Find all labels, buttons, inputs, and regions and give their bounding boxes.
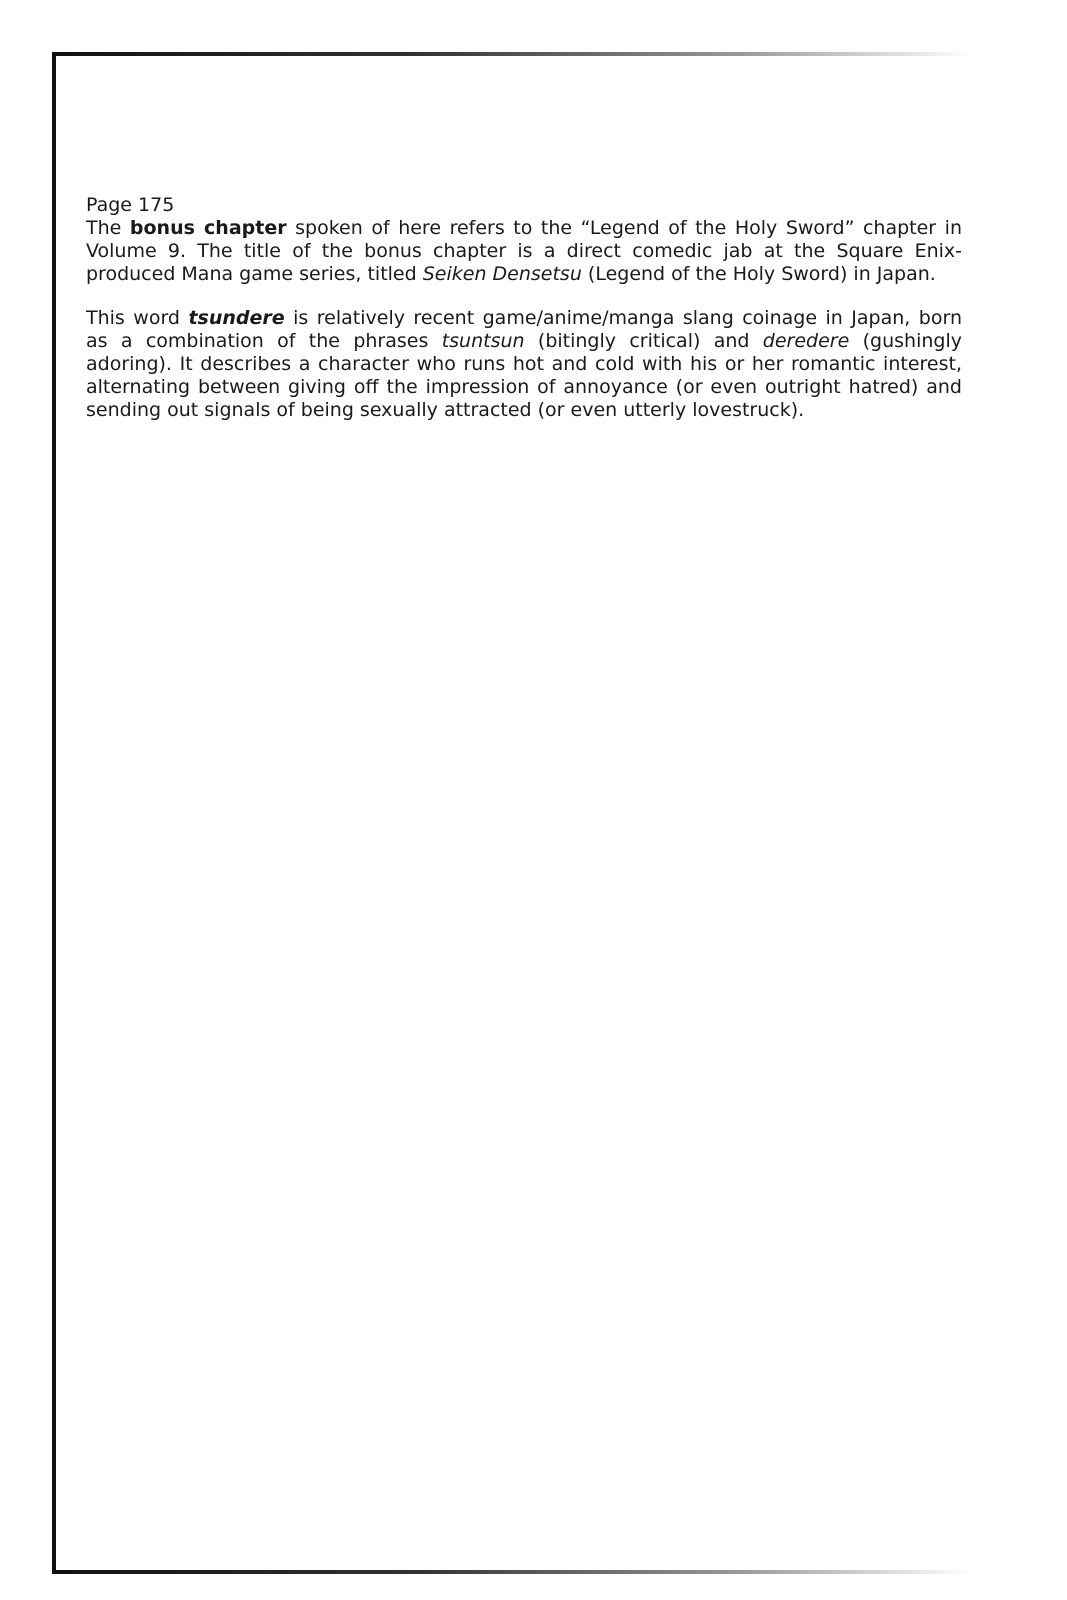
page-reference: Page 175 xyxy=(86,194,175,216)
term-bonus-chapter: bonus chapter xyxy=(129,217,287,239)
page-border-left xyxy=(52,52,56,1574)
note-paragraph-tsundere xyxy=(86,307,962,422)
note-paragraph-bonus-chapter xyxy=(86,217,962,286)
page-border-bottom xyxy=(52,1570,972,1574)
text-run: (gushingly adoring). It describes a character who runs hot and cold with his or her romantic interest, alternating between giving off the impression of annoyance (or even outright hatred) and sending out signals of being sexually attracted (or even utterly lovestruck). xyxy=(86,330,963,421)
text-run: The xyxy=(86,217,130,239)
text-run: is relatively recent game/anime/manga slang coinage in Japan, born as a combination of the phrases xyxy=(86,307,962,352)
text-run: (Legend of the Holy Sword) in Japan. xyxy=(581,263,936,285)
notes-content xyxy=(86,194,962,422)
term-tsuntsun: tsuntsun xyxy=(441,330,525,352)
page-border-top xyxy=(52,52,972,56)
term-deredere: deredere xyxy=(762,330,850,352)
text-run: (bitingly critical) and xyxy=(524,330,763,352)
text-run: spoken of here refers to the “Legend of the Holy Sword” chapter in Volume 9. The title of the bonus chapter is a direct comedic jab at the Square Enix-produced Mana game series, titled xyxy=(86,217,962,285)
text-run: This word xyxy=(86,307,189,329)
term-tsundere-text: tsundere xyxy=(188,307,285,329)
term-tsundere xyxy=(188,307,284,329)
term-seiken-densetsu: Seiken Densetsu xyxy=(422,263,582,285)
